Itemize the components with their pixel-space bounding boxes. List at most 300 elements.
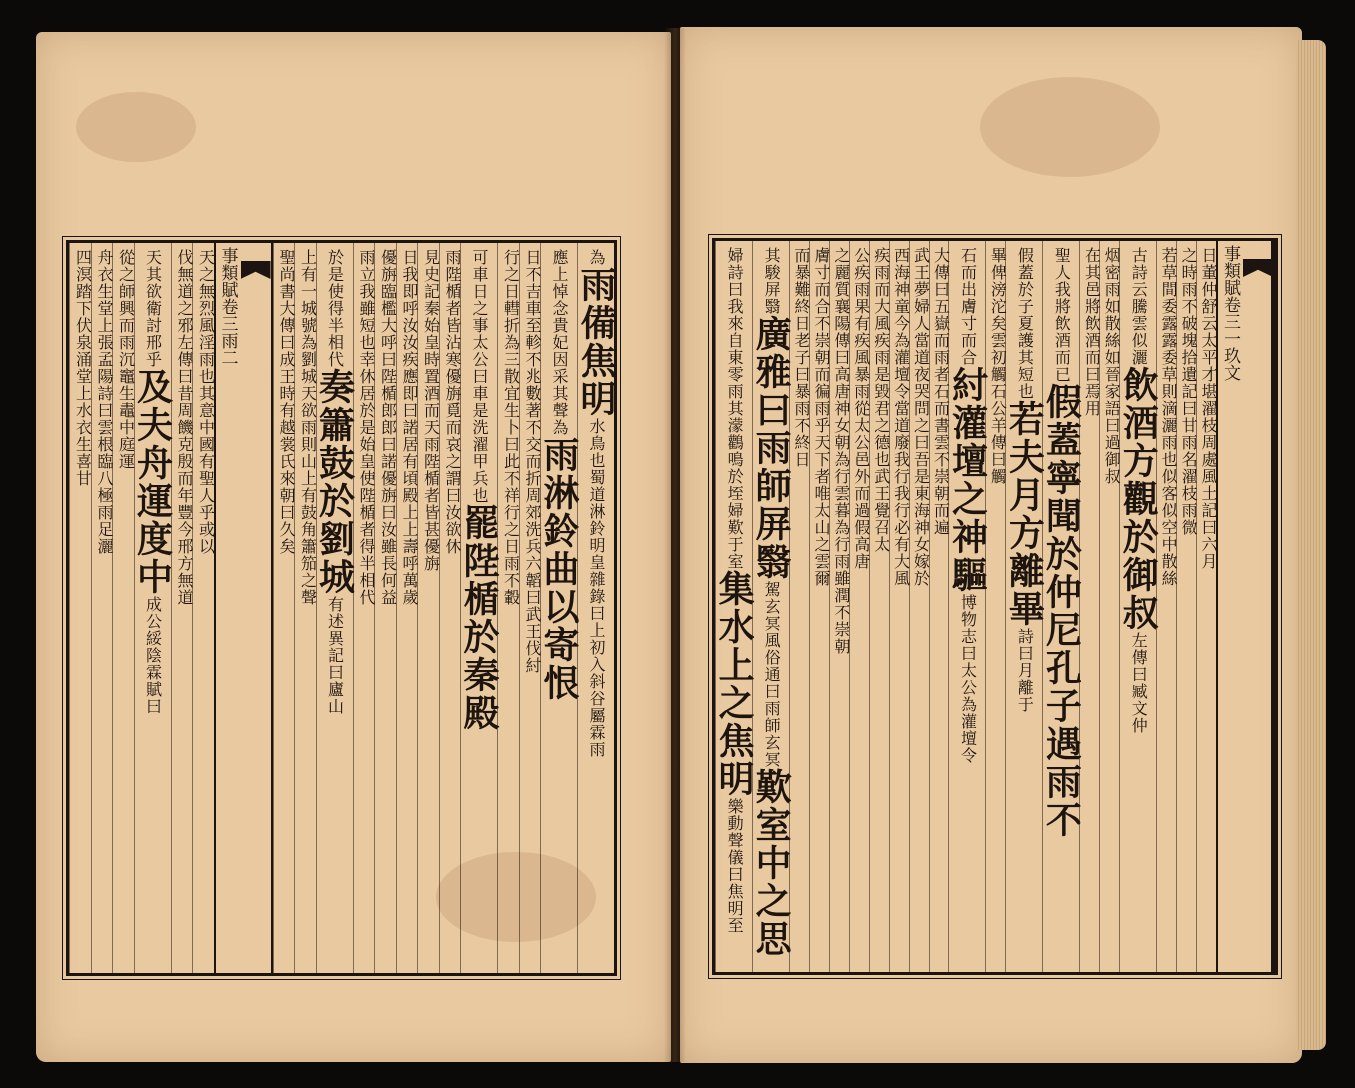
text-segment: 如 <box>1102 349 1122 366</box>
text-segment: 大 <box>891 553 911 570</box>
text-segment: 日 <box>470 283 489 300</box>
text-segment: 是 <box>911 468 931 485</box>
text-segment: 日 <box>400 249 419 266</box>
text-segment: 邑 <box>1082 281 1102 298</box>
text-segment: 越 <box>277 419 296 436</box>
center-char: 二 <box>217 349 238 366</box>
text-segment: 張 <box>95 334 114 351</box>
text-segment: 秦 <box>421 300 441 317</box>
text-segment: 太 <box>811 502 831 519</box>
text-segment: 短 <box>1015 366 1035 383</box>
text-segment: 劉 <box>298 351 318 368</box>
text-segment: 曰 <box>378 436 398 453</box>
text-segment: 似 <box>1159 468 1179 485</box>
text-segment: 孔子遇雨不 <box>1040 649 1083 839</box>
text-segment: 室 <box>725 553 745 570</box>
text-segment: 夜 <box>911 366 931 383</box>
text-segment: 居 <box>357 385 376 402</box>
text-segment: 伐無道之邪 <box>175 249 194 334</box>
text-segment: 人 <box>911 315 931 332</box>
text-segment: 車 <box>470 266 489 283</box>
text-segment: 曰 <box>725 281 745 298</box>
text-segment: 垤 <box>725 485 745 502</box>
text-segment: 雨 <box>811 400 831 417</box>
text-segment: 雲初觸石 <box>988 332 1008 400</box>
text-segment: 似 <box>1129 332 1149 349</box>
text-segment: 飲酒方觀於御叔 <box>1117 366 1160 632</box>
text-segment: 立 <box>357 266 376 283</box>
text-segment: 歎室中之思 <box>750 768 793 958</box>
text-segment: 風 <box>871 315 891 332</box>
text-segment: 衛 <box>143 300 163 317</box>
text-segment: 始 <box>357 436 376 453</box>
text-segment: 我 <box>357 283 376 300</box>
text-segment: 一 <box>298 283 318 300</box>
text-segment: 應 <box>550 249 569 266</box>
text-segment: 之 <box>811 536 831 553</box>
text-segment: 我 <box>725 298 745 315</box>
text-segment: 雲 <box>811 553 831 570</box>
text-segment: 始 <box>421 317 441 334</box>
text-segment: 衣生堂上 <box>95 266 114 334</box>
text-segment: 之 <box>501 521 521 538</box>
text-segment: 西 <box>891 247 911 264</box>
text-segment: 討 <box>143 317 163 334</box>
text-segment: 在 <box>1082 247 1102 264</box>
text-segment: 朝 <box>931 485 951 502</box>
text-segment: 事 <box>470 317 489 334</box>
text-segment: 曰 <box>95 402 114 419</box>
text-segment: 酒 <box>421 385 441 402</box>
text-segment: 書 <box>277 283 296 300</box>
text-segment: 陽 <box>95 368 114 385</box>
text-segment: 雨 <box>931 349 951 366</box>
text-segment: 將 <box>1082 298 1102 315</box>
text-segment: 風 <box>891 570 911 587</box>
text-segment: 曰 <box>1179 400 1199 417</box>
text-segment: 將 <box>1052 298 1072 315</box>
text-segment: 及夫舟運度中 <box>131 368 174 596</box>
text-segment: 書 <box>931 417 951 434</box>
text-segment: 不 <box>811 315 831 332</box>
text-segment: 罷陛楯於秦殿 <box>458 504 500 732</box>
text-segment: 皇 <box>421 334 441 351</box>
text-segment: 疾 <box>851 264 871 281</box>
text-segment: 有 <box>298 487 318 504</box>
text-segment: 疾 <box>871 332 891 349</box>
center-char: 一 <box>1220 330 1240 347</box>
text-segment: 傳 <box>277 317 296 334</box>
text-segment: 可 <box>470 249 489 266</box>
text-segment: 濯 <box>1179 468 1199 485</box>
text-segment: 雨 <box>1179 434 1199 451</box>
text-segment: 而 <box>931 502 951 519</box>
text-segment: 雖 <box>378 538 398 555</box>
text-segment: 益 <box>378 589 398 606</box>
text-segment: 水鳥也 <box>587 418 606 469</box>
text-segment: 夢 <box>911 281 931 298</box>
text-segment: 俾 <box>988 264 1008 281</box>
center-char: 玖 <box>1220 347 1240 364</box>
text-segment: 之 <box>443 453 462 470</box>
text-segment: 不 <box>501 572 521 589</box>
text-segment: 公 <box>851 247 871 264</box>
text-segment: 假 <box>1015 247 1035 264</box>
text-segment: 膚 <box>958 298 978 315</box>
text-segment: 淫 <box>196 334 216 351</box>
text-segment: 為 <box>587 249 606 266</box>
text-segment: 假蓋寧聞於仲尼 <box>1040 383 1083 649</box>
text-segment: 濯 <box>470 436 489 453</box>
text-segment: 古 <box>1129 247 1149 264</box>
text-segment: 董 <box>1199 264 1218 281</box>
text-segment: 烈 <box>196 300 216 317</box>
text-segment: 使 <box>357 470 376 487</box>
text-segment: 洗 <box>470 419 489 436</box>
text-segment: 雨 <box>443 249 462 266</box>
text-segment: 語 <box>1102 400 1122 417</box>
page-edges <box>1296 40 1326 1050</box>
text-segment: 日 <box>1199 247 1218 264</box>
text-segment: 也 <box>1015 383 1035 400</box>
text-segment: 鼃 <box>116 402 136 419</box>
text-segment: 置 <box>421 368 441 385</box>
text-column <box>417 243 439 973</box>
right-columns <box>715 241 1275 972</box>
text-segment: 陛 <box>378 368 398 385</box>
text-segment: 毀 <box>871 383 891 400</box>
text-segment: 蓋 <box>1015 264 1035 281</box>
text-segment: 于 <box>725 536 745 553</box>
text-segment: 久 <box>277 521 296 538</box>
text-segment: 下 <box>73 300 93 317</box>
text-segment: 而 <box>851 485 871 502</box>
text-segment: 時 <box>1179 264 1199 281</box>
text-segment: 優 <box>378 470 398 487</box>
text-segment: 短 <box>357 317 376 334</box>
text-segment: 濛 <box>725 417 745 434</box>
text-segment: 散 <box>1102 315 1122 332</box>
text-segment: 旃 <box>378 487 398 504</box>
text-segment: 雖 <box>357 300 376 317</box>
text-segment: 石 <box>958 247 978 264</box>
text-segment: 寸 <box>811 264 831 281</box>
text-segment: 半 <box>357 555 376 572</box>
text-segment: 也 <box>357 334 376 351</box>
text-segment: 周郊洗兵 <box>523 487 542 555</box>
text-segment: 優 <box>378 249 398 266</box>
text-column <box>1196 241 1216 972</box>
text-segment: 曰 <box>1082 366 1102 383</box>
text-column <box>1156 241 1179 972</box>
text-segment: 從 <box>116 249 136 266</box>
text-segment: 灌 <box>891 349 911 366</box>
text-segment: 上 <box>298 470 318 487</box>
text-segment: 婦 <box>725 247 745 264</box>
text-segment: 日 <box>501 538 521 555</box>
text-segment: 意 <box>196 402 216 419</box>
text-segment: 其 <box>196 385 216 402</box>
text-column <box>909 241 929 972</box>
text-segment: 神 <box>911 519 931 536</box>
text-segment: 覺 <box>871 502 891 519</box>
text-segment: 時 <box>421 351 441 368</box>
text-segment: 集水上之焦明 <box>713 570 756 798</box>
text-segment: 崇 <box>931 468 951 485</box>
text-segment: 雨 <box>501 555 521 572</box>
text-segment: 蜀道淋鈴 <box>587 469 606 537</box>
text-segment: 舟 <box>95 249 114 266</box>
center-char: 卷 <box>1220 296 1240 313</box>
text-segment: 上 <box>73 385 93 402</box>
text-column <box>575 243 617 973</box>
text-segment: 其 <box>725 400 745 417</box>
text-segment: 不 <box>1179 298 1199 315</box>
text-segment: 何 <box>378 572 398 589</box>
text-segment: 武 <box>871 468 891 485</box>
text-segment: 角 <box>298 521 318 538</box>
text-segment: 而 <box>931 400 951 417</box>
text-segment: 鳴 <box>725 451 745 468</box>
text-segment: 行 <box>501 504 521 521</box>
text-segment: 六韜曰武王伐紂 <box>523 555 542 674</box>
text-segment: 果 <box>851 298 871 315</box>
text-segment: 已 <box>1052 366 1072 383</box>
text-segment: 大 <box>871 298 891 315</box>
text-segment: 號 <box>298 317 318 334</box>
text-segment: 史 <box>421 266 441 283</box>
text-segment: 也 <box>196 368 216 385</box>
text-segment: 必 <box>891 519 911 536</box>
text-segment: 曰 <box>1102 417 1122 434</box>
text-column <box>273 243 295 973</box>
center-char: 賦 <box>1220 279 1240 296</box>
text-segment: 雨 <box>851 281 871 298</box>
text-segment: 呼 <box>400 555 419 572</box>
text-segment: 聖 <box>196 470 216 487</box>
text-segment: 雲 <box>1129 315 1149 332</box>
text-segment: 夏 <box>1015 315 1035 332</box>
text-segment: 召 <box>871 519 891 536</box>
text-segment: 護 <box>1015 332 1035 349</box>
text-segment: 皆 <box>421 504 441 521</box>
text-segment: 行 <box>891 502 911 519</box>
text-segment: 滂 <box>988 281 1008 298</box>
text-segment: 有 <box>400 453 419 470</box>
text-segment: 雨 <box>298 419 318 436</box>
text-segment: 休 <box>357 368 376 385</box>
text-segment: 萬 <box>400 572 419 589</box>
text-segment: 行 <box>891 468 911 485</box>
text-segment: 陛 <box>357 487 376 504</box>
text-segment: 足 <box>95 521 114 538</box>
text-segment: 大 <box>277 300 296 317</box>
text-segment: 孟 <box>95 351 114 368</box>
text-segment: 飲 <box>1052 315 1072 332</box>
text-segment: 而 <box>811 281 831 298</box>
text-segment: 裳 <box>277 436 296 453</box>
text-segment: 竈 <box>116 368 136 385</box>
text-segment: 上 <box>298 249 318 266</box>
text-segment: 沱 <box>988 298 1008 315</box>
text-segment: 泉 <box>73 334 93 351</box>
text-segment: 海 <box>891 264 911 281</box>
text-segment: 若草間委露 <box>1159 247 1179 332</box>
left-text-block <box>66 240 617 976</box>
text-column <box>946 241 989 972</box>
text-segment: 歲 <box>400 589 419 606</box>
text-column <box>1117 241 1160 972</box>
text-segment: 博物志曰太公為灌壇令 <box>958 594 978 764</box>
text-segment: 天 <box>298 385 318 402</box>
text-segment: 天 <box>811 434 831 451</box>
text-segment: 灑 <box>95 538 114 555</box>
text-segment: 大 <box>378 317 398 334</box>
text-segment: 詩曰月離于 <box>1015 628 1035 713</box>
text-segment: 大 <box>931 247 951 264</box>
text-segment: 相 <box>357 572 376 589</box>
text-segment: 城 <box>298 300 318 317</box>
text-segment: 甚 <box>421 521 441 538</box>
text-segment: 膚 <box>811 247 831 264</box>
text-segment: 遍 <box>931 519 951 536</box>
text-segment: 涌 <box>73 351 93 368</box>
text-column <box>538 243 580 973</box>
text-segment: 為 <box>891 332 911 349</box>
text-segment: 中 <box>116 419 136 436</box>
text-segment: 曰 <box>277 504 296 521</box>
text-column <box>1079 241 1102 972</box>
text-segment: 乎 <box>811 417 831 434</box>
text-segment: 堂 <box>73 368 93 385</box>
text-segment: 而 <box>958 264 978 281</box>
text-segment: 是 <box>871 366 891 383</box>
text-segment: 御 <box>1102 451 1122 468</box>
text-segment: 神 <box>891 281 911 298</box>
text-segment: 師 <box>116 283 136 300</box>
text-segment: 傳 <box>931 264 951 281</box>
text-segment: 云 <box>1129 281 1149 298</box>
text-segment: 當 <box>911 332 931 349</box>
text-column <box>809 241 829 972</box>
text-segment: 我 <box>891 451 911 468</box>
text-segment: 左傳曰昔周饑克殷而年豐今邢方無道 <box>175 334 194 606</box>
text-column <box>869 241 889 972</box>
text-segment: 仲 <box>1199 281 1218 298</box>
text-segment: 臨 <box>378 283 398 300</box>
text-segment: 笳 <box>298 555 318 572</box>
text-segment: 曰 <box>378 351 398 368</box>
text-segment: 即 <box>400 283 419 300</box>
text-segment: 簫 <box>298 538 318 555</box>
text-segment: 婦 <box>911 298 931 315</box>
text-segment: 雨 <box>725 383 745 400</box>
center-column <box>214 243 273 973</box>
text-segment: 我 <box>891 485 911 502</box>
text-segment: 嶽 <box>931 315 951 332</box>
text-segment: 也 <box>470 487 489 504</box>
text-segment: 汝 <box>400 317 419 334</box>
text-segment: 曰 <box>911 434 931 451</box>
text-segment: 喜甘 <box>73 453 93 487</box>
text-segment: 應 <box>400 368 419 385</box>
text-segment: 諾 <box>400 419 419 436</box>
text-segment: 東 <box>725 349 745 366</box>
text-segment: 之麗質 <box>831 247 851 298</box>
text-segment: 者 <box>811 468 831 485</box>
text-segment: 灑 <box>1129 349 1149 366</box>
text-segment: 公 <box>470 351 489 368</box>
text-segment: 廣雅曰雨師屏翳 <box>750 315 793 581</box>
text-segment: 德 <box>871 434 891 451</box>
text-segment: 疾 <box>851 332 871 349</box>
text-segment: 以 <box>196 538 216 555</box>
text-segment: 邑 <box>851 451 871 468</box>
text-segment: 假高唐 <box>851 519 871 570</box>
text-segment: 詩 <box>1129 264 1149 281</box>
text-segment: 詩 <box>95 385 114 402</box>
text-segment: 云 <box>1199 315 1218 332</box>
text-segment: 客似空中散絲 <box>1159 485 1179 587</box>
text-column <box>849 241 869 972</box>
text-segment: 旃 <box>443 385 462 402</box>
text-segment: 曰 <box>378 504 398 521</box>
text-segment: 哀 <box>443 436 462 453</box>
text-segment: 甘 <box>1179 417 1199 434</box>
text-segment: 呼 <box>400 300 419 317</box>
text-segment: 疾 <box>871 247 891 264</box>
text-segment: 拾 <box>1179 349 1199 366</box>
text-segment: 暴 <box>851 366 871 383</box>
text-segment: 我 <box>400 266 419 283</box>
text-segment: 來 <box>725 315 745 332</box>
text-segment: 露委草則滴灑雨也 <box>1159 332 1179 468</box>
text-column <box>713 241 756 972</box>
text-segment: 崇 <box>811 332 831 349</box>
text-segment: 烟 <box>1102 247 1122 264</box>
text-segment: 沉 <box>116 351 136 368</box>
text-column <box>1099 241 1122 972</box>
text-segment: 下 <box>811 451 831 468</box>
text-segment: 王 <box>911 264 931 281</box>
text-segment: 之 <box>298 572 318 589</box>
text-segment: 太 <box>1199 332 1218 349</box>
text-segment: 才堪濯枝 <box>1199 366 1218 434</box>
text-segment: 來 <box>277 470 296 487</box>
text-segment: 記 <box>1179 383 1199 400</box>
center-char: 三 <box>217 315 238 332</box>
text-segment: 生 <box>116 385 136 402</box>
text-segment: 飲 <box>1082 315 1102 332</box>
center-char: 雨 <box>217 332 238 349</box>
text-segment: 叔 <box>1102 468 1122 485</box>
text-segment: 而 <box>958 332 978 349</box>
text-segment: 旃 <box>378 266 398 283</box>
text-segment: 曰 <box>931 281 951 298</box>
text-segment: 雨 <box>1179 502 1199 519</box>
text-column <box>131 243 174 973</box>
text-segment: 聖 <box>277 249 296 266</box>
text-column <box>1040 241 1083 972</box>
text-segment: 壇 <box>891 366 911 383</box>
text-segment: 遺 <box>1179 366 1199 383</box>
text-segment: 水 <box>73 402 93 419</box>
text-segment: 城 <box>298 368 318 385</box>
text-segment: 兵 <box>470 470 489 487</box>
text-segment: 雨 <box>871 349 891 366</box>
text-segment: 如 <box>1102 298 1122 315</box>
text-segment: 成公綏陰霖賦曰 <box>143 596 163 715</box>
